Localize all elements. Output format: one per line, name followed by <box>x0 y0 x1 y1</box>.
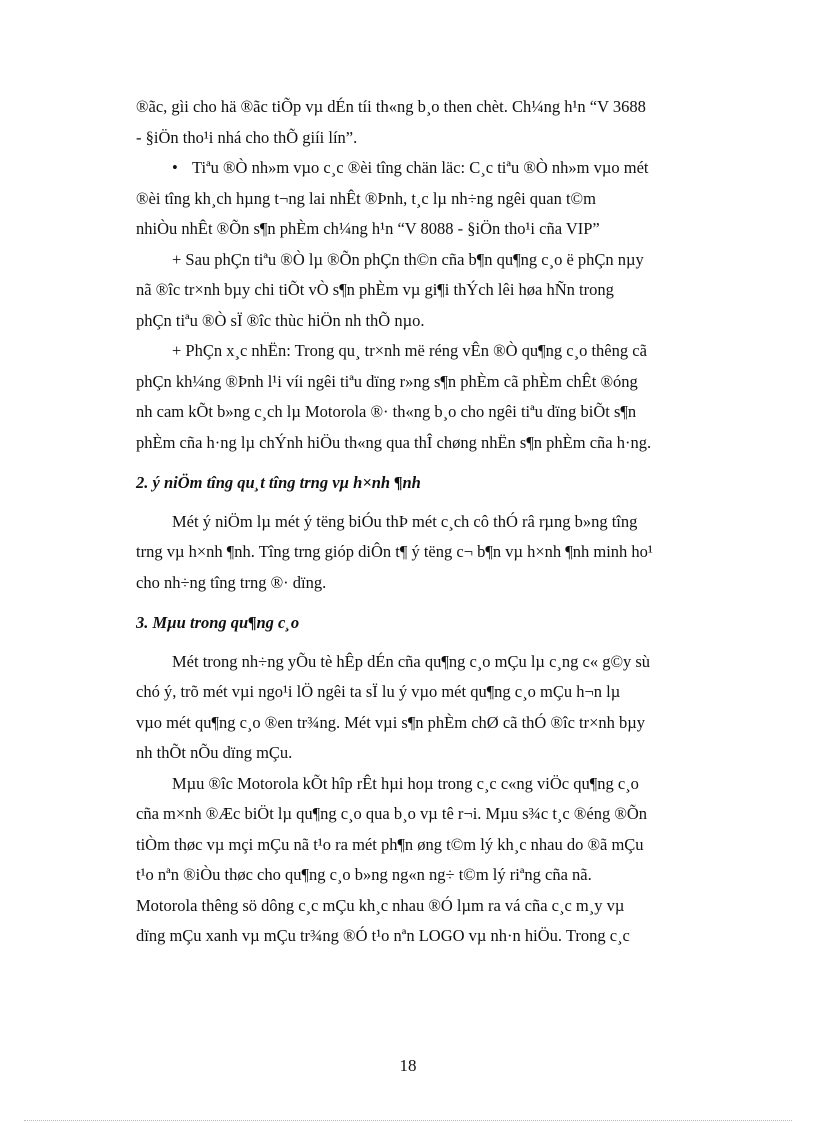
text-line: phÇn tiªu ®Ò sÏ ®îc thùc hiÖn nh thÕ nµo. <box>136 310 425 330</box>
text-line: nh cam kÕt b»ng c¸ch lµ Motorola ®· th«ng b¸o cho ngêi tiªu dïng biÕt s¶n <box>136 402 637 421</box>
bullet-icon: • <box>172 158 178 177</box>
intro-paragraph <box>136 92 740 153</box>
text-line: Motorola thêng sö dông c¸c mÇu kh¸c nhau ®Ó lµm ra vá cña c¸c m¸y vµ <box>136 895 625 915</box>
section-heading-3: 3. Mµu trong qu¶ng c¸o <box>136 613 300 632</box>
text-line: vµo mét qu¶ng c¸o ®en tr¾ng. Mét vµi s¶n phÈm chØ cã thÓ ®îc tr×nh bµy <box>136 712 646 732</box>
text-line: chó ý, trõ mét vµi ngo¹i lÖ ngêi ta sÏ lu ý vµo mét qu¶ng c¸o mÇu h¬n lµ <box>136 682 621 701</box>
text-line: nã ®îc tr×nh bµy chi tiÕt vÒ s¶n phÈm vµ gi¶i thÝch lêi høa hÑn trong <box>136 280 614 299</box>
text-line: Mét ý niÖm lµ mét ý tëng biÓu thÞ mét c¸ch cô thÓ râ rµng b»ng tîng <box>172 511 638 531</box>
text-line: trng vµ h×nh ¶nh. Tîng trng gióp diÔn t¶ ý tëng c¬ b¶n vµ h×nh ¶nh minh ho¹ <box>136 542 653 561</box>
document-page <box>136 92 740 952</box>
text-line: phÇn kh¼ng ®Þnh l¹i víi ngêi tiªu dïng r»ng s¶n phÈm cã phÈm chÊt ®óng <box>136 371 638 391</box>
page-number: 18 <box>399 1056 417 1075</box>
text-line: - §iÖn tho¹i nhá cho thÕ giíi lín”. <box>136 127 358 147</box>
text-line: phÈm cña h·ng lµ chÝnh hiÖu th«ng qua thÎ chøng nhËn s¶n phÈm cña h·ng. <box>136 432 652 452</box>
section-heading-2: 2. ý niÖm tîng qu¸t tîng trng vµ h×nh ¶nh <box>136 473 421 492</box>
text-line: + Sau phÇn tiªu ®Ò lµ ®Õn phÇn th©n cña b¶n qu¶ng c¸o ë phÇn nµy <box>172 249 644 269</box>
bullet-paragraph <box>136 153 740 245</box>
text-line: Tiªu ®Ò nh»m vµo c¸c ®èi tîng chän läc: C¸c tiªu ®Ò nh»m vµo mét <box>192 158 649 177</box>
body-paragraph <box>136 245 740 337</box>
section-3-paragraph-a <box>136 647 740 769</box>
text-line: nhiÒu nhÊt ®Õn s¶n phÈm ch¼ng h¹n “V 8088 - §iÖn tho¹i cña VIP” <box>136 219 600 238</box>
text-line: + PhÇn x¸c nhËn: Trong qu¸ tr×nh më réng vÊn ®Ò qu¶ng c¸o thêng cã <box>172 341 647 360</box>
text-line: cho nh÷ng tîng trng ®· dïng. <box>136 572 327 592</box>
text-line: Mét trong nh÷ng yÕu tè hÊp dÉn cña qu¶ng c¸o mÇu lµ c¸ng c« g©y sù <box>172 651 651 671</box>
bullet-item <box>136 153 740 184</box>
text-line: Mµu ®îc Motorola kÕt hîp rÊt hµi hoµ trong c¸c c«ng viÖc qu¶ng c¸o <box>172 773 639 793</box>
text-line: t¹o nªn ®iÒu thøc cho qu¶ng c¸o b»ng ng«n ng÷ t©m lý riªng cña nã. <box>136 865 592 884</box>
section-2-paragraph <box>136 507 740 599</box>
text-line: dïng mÇu xanh vµ mÇu tr¾ng ®Ó t¹o nªn LOGO vµ nh·n hiÖu. Trong c¸c <box>136 926 630 945</box>
text-line: ®ãc, gìi cho hä ®ãc tiÕp vµ dÉn tíi th«ng b¸o then chèt. Ch¼ng h¹n “V 3688 <box>136 97 646 116</box>
text-line: cña m×nh ®Æc biÖt lµ qu¶ng c¸o qua b¸o vµ tê r¬i. Mµu s¾c t¸c ®éng ®Õn <box>136 804 648 823</box>
text-line: ®èi tîng kh¸ch hµng t¬ng lai nhÊt ®Þnh, t¸c lµ nh÷ng ngêi quan t©m <box>136 188 596 208</box>
text-line: nh thÕt nÕu dïng mÇu. <box>136 743 293 762</box>
footer-divider <box>24 1120 792 1121</box>
confirmation-paragraph <box>136 336 740 458</box>
section-3-paragraph-b <box>136 769 740 952</box>
text-line: tiÒm thøc vµ mçi mÇu nã t¹o ra mét ph¶n øng t©m lý kh¸c nhau do ®ã mÇu <box>136 834 644 854</box>
